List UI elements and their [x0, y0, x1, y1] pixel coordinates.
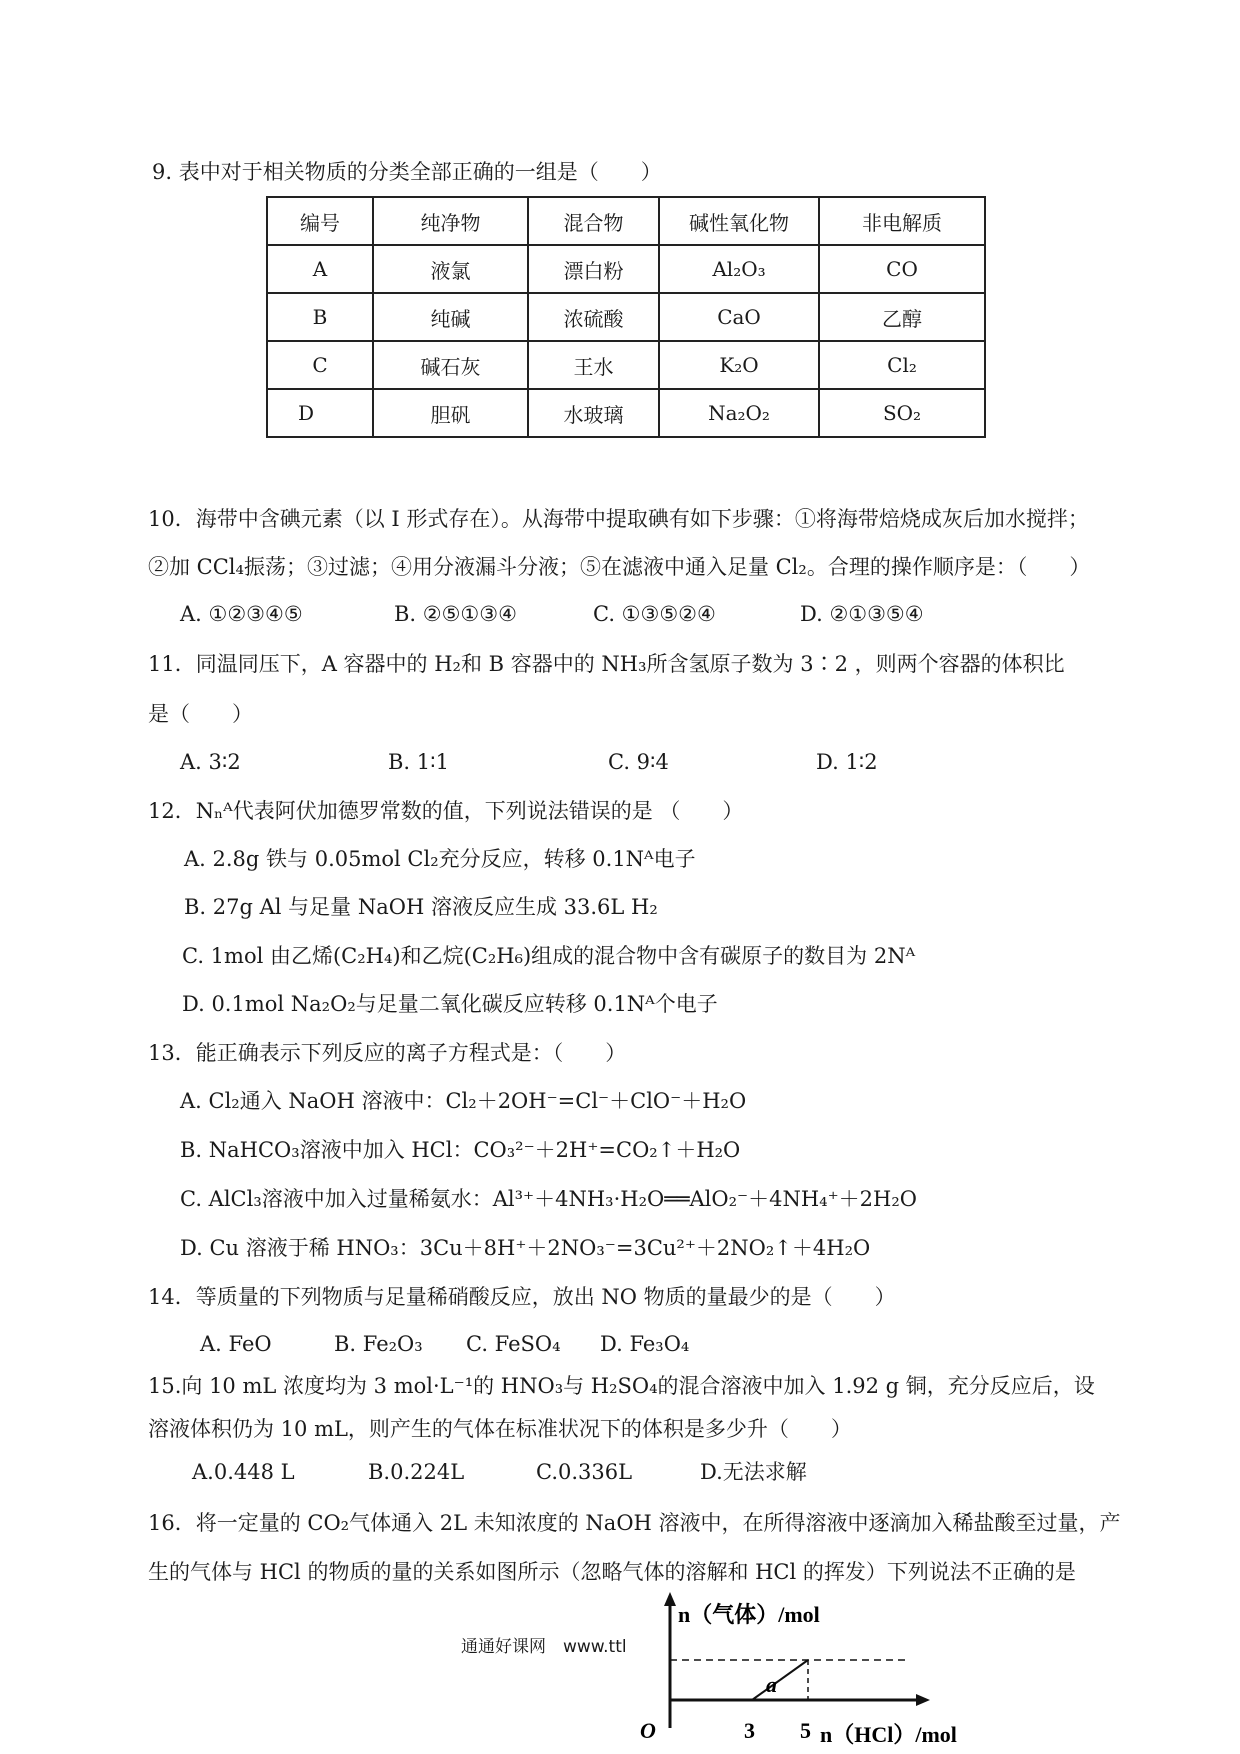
- table-cell: 漂白粉: [528, 245, 659, 293]
- q11-line-2: 是（ ）: [148, 702, 253, 726]
- q16-line-2: 生的气体与 HCl 的物质的量的关系如图所示（忽略气体的溶解和 HCl 的挥发）下列说法不正确的是: [148, 1560, 1076, 1584]
- q9-classification-table: [266, 196, 986, 438]
- q15-options: [192, 1458, 892, 1486]
- table-header: 混合物: [528, 197, 659, 245]
- table-cell: C: [267, 341, 373, 389]
- q12-option-b: B. 27g Al 与足量 NaOH 溶液反应生成 33.6L H₂: [184, 895, 658, 919]
- table-header: 编号: [267, 197, 373, 245]
- table-cell: 纯碱: [373, 293, 528, 341]
- table-cell: 胆矾: [373, 389, 528, 437]
- option-c: C.0.336L: [536, 1460, 633, 1484]
- q12-option-c: C. 1mol 由乙烯(C₂H₄)和乙烷(C₂H₆)组成的混合物中含有碳原子的数目为 2Nᴬ: [182, 944, 916, 968]
- option-c: C. ①③⑤②④: [593, 602, 716, 626]
- option-d: D. 1∶2: [816, 750, 878, 774]
- option-b: B. 1∶1: [388, 750, 449, 774]
- table-header-row: [267, 197, 985, 245]
- gas-vs-hcl-graph: [640, 1590, 980, 1750]
- table-cell: Na₂O₂: [659, 389, 819, 437]
- option-b: B.0.224L: [368, 1460, 465, 1484]
- table-cell: SO₂: [819, 389, 985, 437]
- q14-stem: 14．等质量的下列物质与足量稀硝酸反应，放出 NO 物质的量最少的是（ ）: [148, 1285, 896, 1309]
- table-header: 碱性氧化物: [659, 197, 819, 245]
- q15-line-2: 溶液体积仍为 10 mL，则产生的气体在标准状况下的体积是多少升（ ）: [148, 1417, 852, 1441]
- q14-options: [200, 1330, 900, 1358]
- table-row: [267, 293, 985, 341]
- q10-line-1: 10．海带中含碘元素（以 I 形式存在）。从海带中提取碘有如下步骤：①将海带焙烧成灰后加水搅拌；: [148, 507, 1089, 531]
- option-c: C. 9∶4: [608, 750, 669, 774]
- table-cell: B: [267, 293, 373, 341]
- table-cell: 乙醇: [819, 293, 985, 341]
- option-b: B. ②⑤①③④: [394, 602, 517, 626]
- q12-option-d: D. 0.1mol Na₂O₂与足量二氧化碳反应转移 0.1Nᴬ个电子: [182, 992, 718, 1016]
- table-cell: 王水: [528, 341, 659, 389]
- q13-option-a: A. Cl₂通入 NaOH 溶液中：Cl₂＋2OH⁻=Cl⁻＋ClO⁻＋H₂O: [180, 1089, 747, 1113]
- table-cell: 浓硫酸: [528, 293, 659, 341]
- q13-stem: 13．能正确表示下列反应的离子方程式是：（ ）: [148, 1041, 627, 1065]
- table-cell: CO: [819, 245, 985, 293]
- q11-line-1: 11．同温同压下，A 容器中的 H₂和 B 容器中的 NH₃所含氢原子数为 3∶2 ，则两个容器的体积比: [148, 652, 1065, 676]
- table-header: 非电解质: [819, 197, 985, 245]
- q11-options: [180, 748, 1080, 776]
- table-cell: Al₂O₃: [659, 245, 819, 293]
- x-tick-3: 3: [744, 1718, 755, 1743]
- table-row: [267, 389, 985, 437]
- table-cell: D: [267, 389, 373, 437]
- table-row: [267, 341, 985, 389]
- option-a: A. ①②③④⑤: [180, 602, 303, 626]
- q13-option-c: C. AlCl₃溶液中加入过量稀氨水：Al³⁺＋4NH₃·H₂O══AlO₂⁻＋4NH₄⁺＋2H₂O: [180, 1187, 917, 1211]
- option-d: D. ②①③⑤④: [800, 602, 924, 626]
- origin-label: O: [640, 1718, 656, 1743]
- footer-watermark: 通通好课网 www.ttl: [461, 1637, 627, 1657]
- option-a: A. FeO: [200, 1332, 272, 1356]
- x-tick-5: 5: [800, 1718, 811, 1743]
- table-cell: A: [267, 245, 373, 293]
- table-cell: Cl₂: [819, 341, 985, 389]
- table-cell: 液氯: [373, 245, 528, 293]
- q12-stem: 12．Nₙᴬ代表阿伏加德罗常数的值，下列说法错误的是 （ ）: [148, 799, 744, 823]
- table-cell: K₂O: [659, 341, 819, 389]
- option-c: C. FeSO₄: [466, 1332, 561, 1356]
- option-d: D. Fe₃O₄: [600, 1332, 690, 1356]
- point-a-label: a: [766, 1672, 777, 1697]
- q12-option-a: A. 2.8g 铁与 0.05mol Cl₂充分反应，转移 0.1Nᴬ电子: [184, 847, 696, 871]
- q13-option-b: B. NaHCO₃溶液中加入 HCl：CO₃²⁻＋2H⁺=CO₂↑＋H₂O: [180, 1138, 741, 1162]
- q9-stem: 9. 表中对于相关物质的分类全部正确的一组是（ ）: [152, 160, 662, 184]
- q10-options: [168, 600, 1068, 628]
- option-a: A. 3∶2: [180, 750, 241, 774]
- option-d: D.无法求解: [700, 1460, 807, 1484]
- option-b: B. Fe₂O₃: [334, 1332, 423, 1356]
- q16-line-1: 16．将一定量的 CO₂气体通入 2L 未知浓度的 NaOH 溶液中，在所得溶液中逐滴加入稀盐酸至过量，产: [148, 1511, 1121, 1535]
- q10-line-2: ②加 CCl₄振荡；③过滤；④用分液漏斗分液；⑤在滤液中通入足量 Cl₂。合理的操作顺序是：（ ）: [148, 555, 1091, 579]
- q13-option-d: D. Cu 溶液于稀 HNO₃：3Cu＋8H⁺＋2NO₃⁻=3Cu²⁺＋2NO₂↑＋4H₂O: [180, 1236, 871, 1260]
- table-cell: 水玻璃: [528, 389, 659, 437]
- y-axis-label: n（气体）/mol: [678, 1602, 820, 1627]
- table-header: 纯净物: [373, 197, 528, 245]
- table-cell: CaO: [659, 293, 819, 341]
- x-axis-label: n（HCl）/mol: [820, 1722, 957, 1747]
- table-row: [267, 245, 985, 293]
- table-cell: 碱石灰: [373, 341, 528, 389]
- q15-line-1: 15.向 10 mL 浓度均为 3 mol·L⁻¹的 HNO₃与 H₂SO₄的混合溶液中加入 1.92 g 铜，充分反应后，设: [148, 1374, 1095, 1398]
- option-a: A.0.448 L: [192, 1460, 295, 1484]
